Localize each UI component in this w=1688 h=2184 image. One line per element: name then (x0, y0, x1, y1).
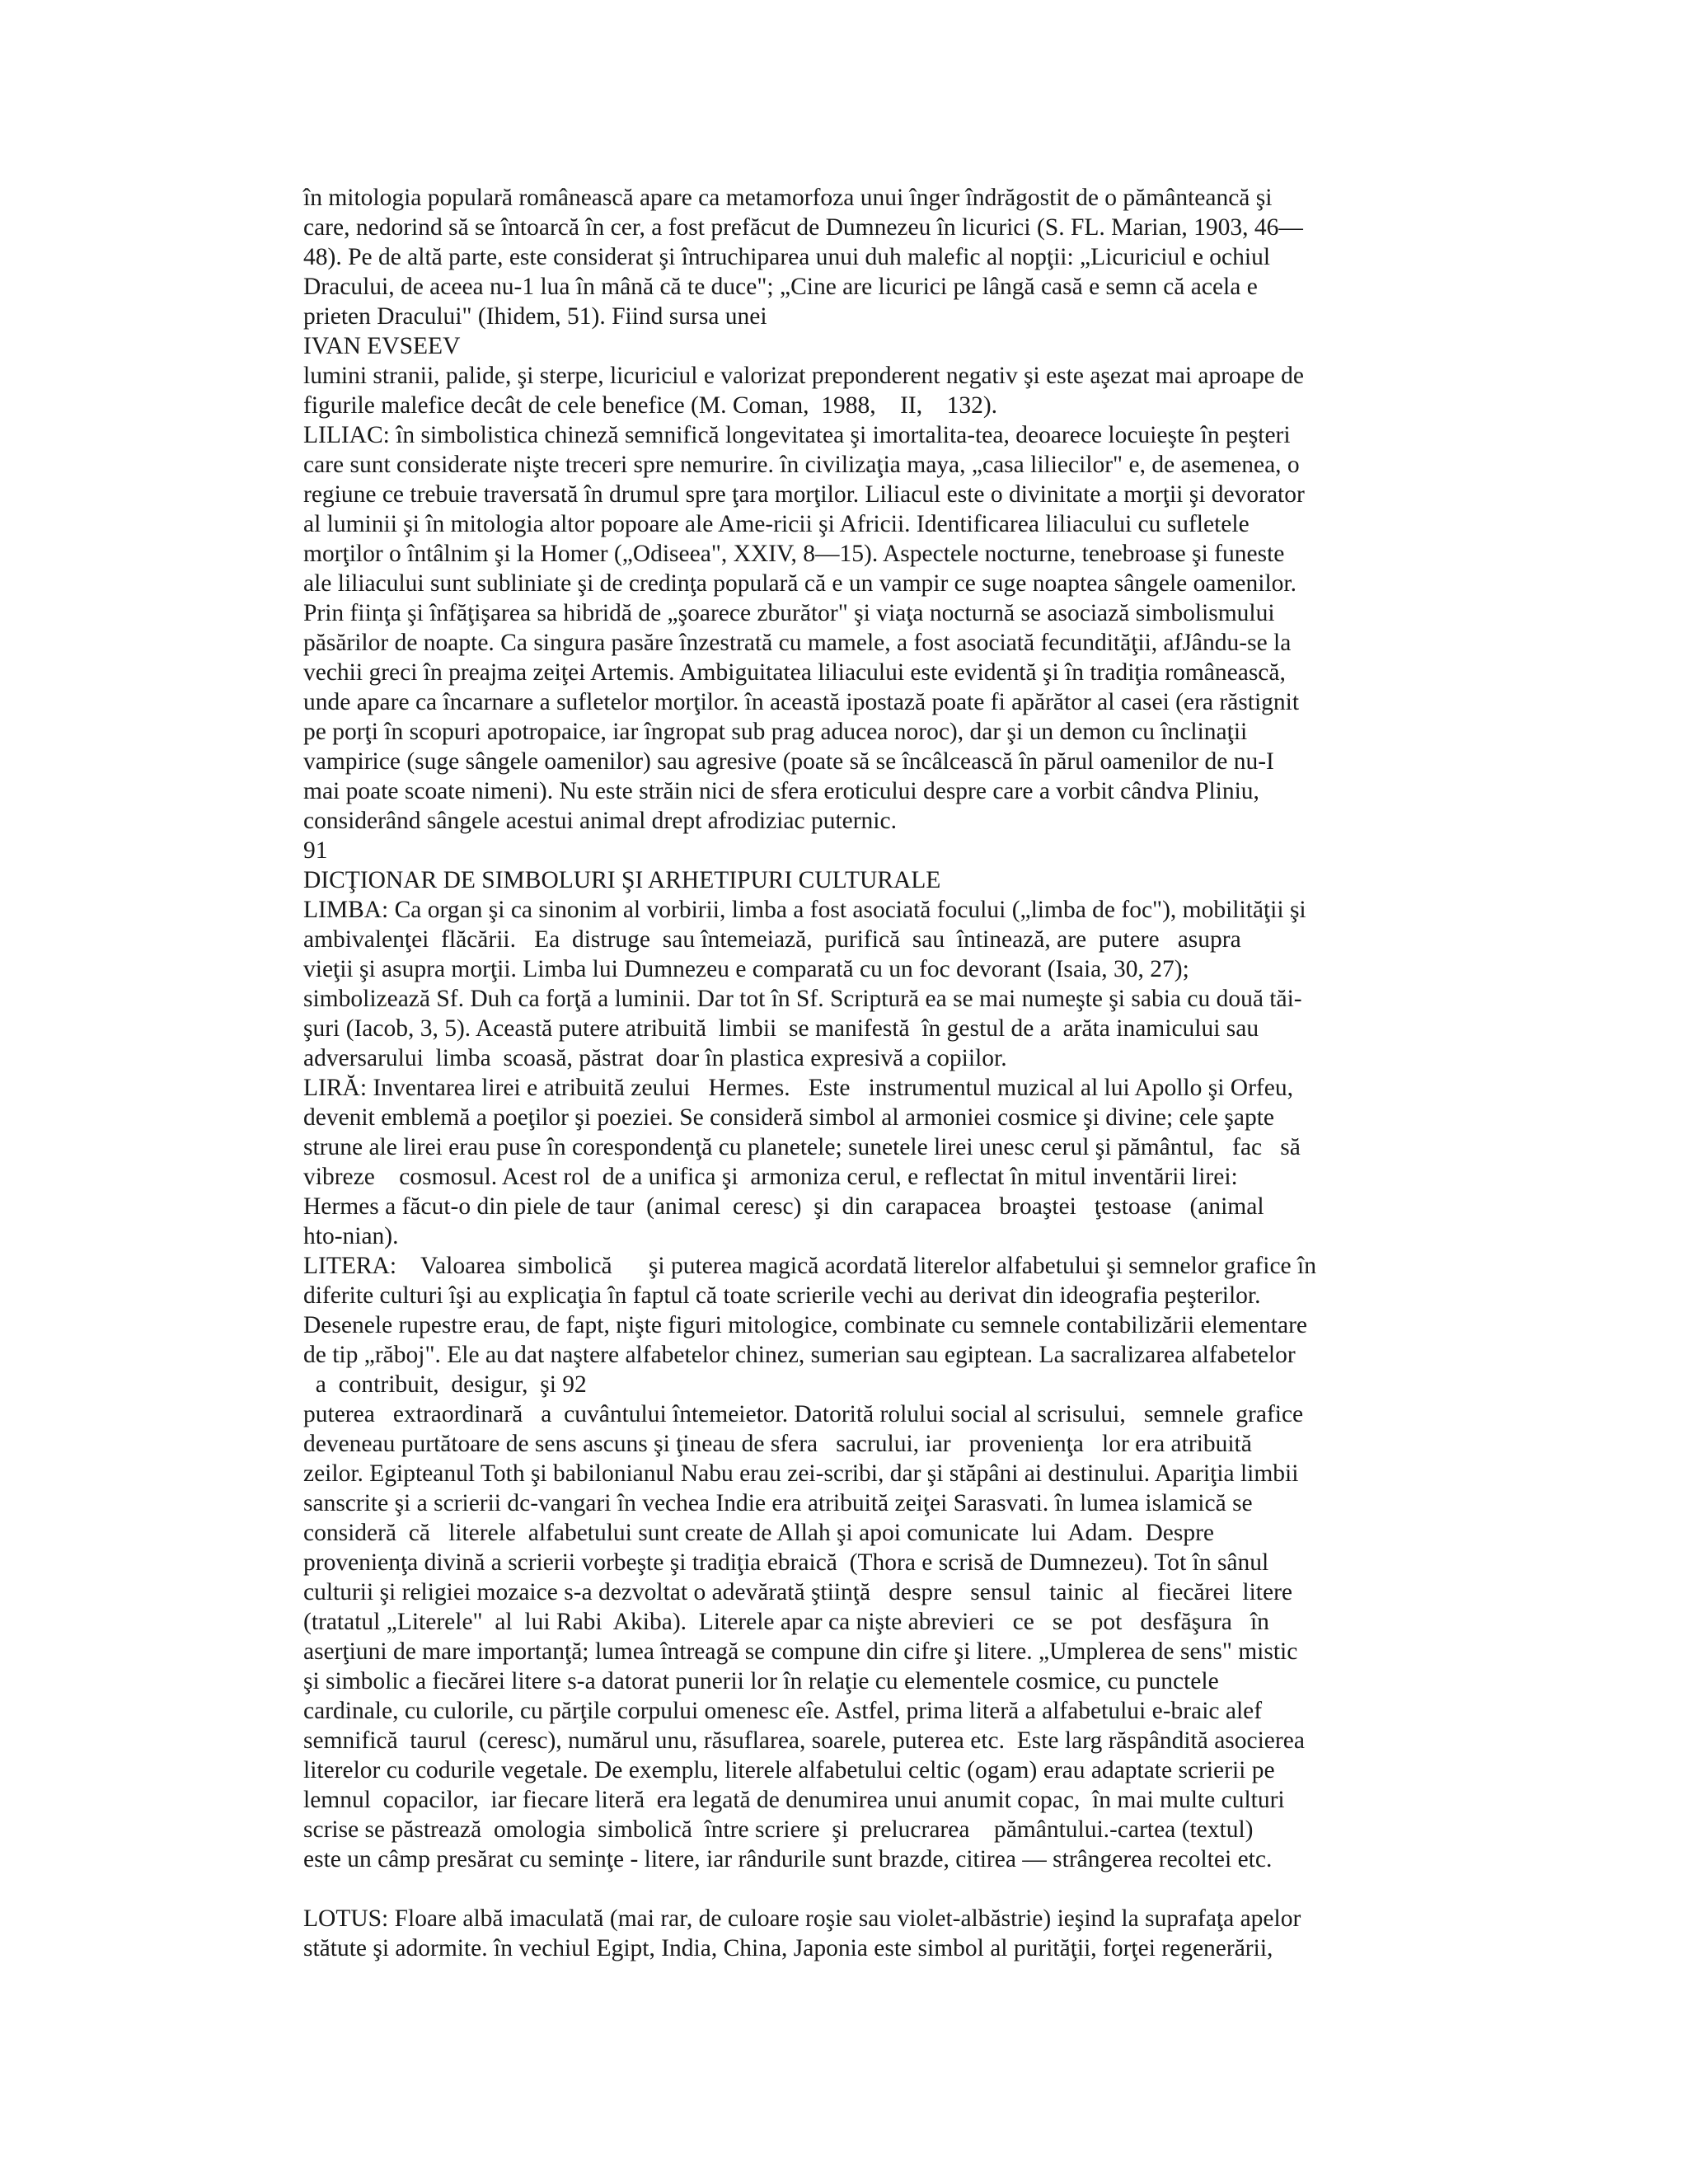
text-line: devenit emblemă a poeţilor şi poeziei. Se consideră simbol al armoniei cosmice şi divine; cele şapte (303, 1104, 1274, 1131)
text-line: în mitologia populară românească apare ca metamorfoza unui înger îndrăgostit de o pământeancă şi (303, 185, 1273, 211)
text-line: vieţii şi asupra morţii. Limba lui Dumnezeu e comparată cu un foc devorant (Isaia, 30, 27); (303, 956, 1189, 982)
text-line: figurile malefice decât de cele benefice (M. Coman, 1988, II, 132). (303, 392, 998, 419)
text-line: considerând sângele acestui animal drept afrodiziac puternic. (303, 808, 897, 834)
text-line: a contribuit, desigur, şi 92 (303, 1371, 587, 1398)
text-line: IVAN EVSEEV (303, 333, 461, 359)
text-line: şi simbolic a fiecărei litere s-a datorat punerii lor în relaţie cu elementele cosmice, cu punctele (303, 1668, 1219, 1694)
text-line: Dracului, de aceea nu-1 lua în mână că te duce"; „Cine are licurici pe lângă casă e semn că acela e (303, 274, 1258, 300)
text-line: 48). Pe de altă parte, este considerat şi întruchiparea unui duh malefic al nopţii: „Licuriciul e ochiul (303, 244, 1271, 270)
text-line: culturii şi religiei mozaice s-a dezvoltat o adevărată ştiinţă despre sensul tainic al fiecărei litere (303, 1579, 1292, 1605)
text-line: al luminii şi în mitologia altor popoare ale Ame-ricii şi Africii. Identificarea liliacului cu sufletele (303, 511, 1250, 537)
text-line: unde apare ca încarnare a sufletelor morţilor. în această ipostază poate fi apărător al casei (era răstignit (303, 689, 1300, 715)
text-line: provenienţa divină a scrierii vorbeşte şi tradiţia ebraică (Thora e scrisă de Dumnezeu). Tot în sânul (303, 1549, 1269, 1576)
text-line: păsărilor de noapte. Ca singura pasăre înzestrată cu mamele, a fost asociată fecundităţii, afJându-se la (303, 630, 1292, 656)
text-line: pe porţi în scopuri apotropaice, iar îngropat sub prag aducea noroc), dar şi un demon cu înclinaţii (303, 719, 1248, 745)
text-line: care sunt considerate nişte treceri spre nemurire. în civilizaţia maya, „casa liliecilor" e, de asemenea, o (303, 452, 1300, 478)
text-line: puterea extraordinară a cuvântului întemeietor. Datorită rolului social al scrisului, semnele grafice (303, 1401, 1304, 1427)
text-line: zeilor. Egipteanul Toth şi babilonianul Nabu erau zei-scribi, dar şi stăpâni ai destinului. Apariţia limbii (303, 1460, 1299, 1487)
text-line: adversarului limba scoasă, păstrat doar în plastica expresivă a copiilor. (303, 1045, 1007, 1071)
text-line: stătute şi adormite. în vechiul Egipt, India, China, Japonia este simbol al purităţii, forţei regenerării, (303, 1935, 1273, 1961)
text-line: mai poate scoate nimeni). Nu este străin nici de sfera eroticului despre care a vorbit cândva Pliniu, (303, 778, 1259, 804)
text-line: morţilor o întâlnim şi la Homer („Odiseea", XXIV, 8—15). Aspectele nocturne, tenebroase şi funeste (303, 541, 1285, 567)
text-line: Prin fiinţa şi înfăţişarea sa hibridă de „şoarece zburător" şi viaţa nocturnă se asociază simbolismului (303, 600, 1275, 626)
text-line: (tratatul „Literele" al lui Rabi Akiba). Literele apar ca nişte abrevieri ce se pot desfăşura în (303, 1609, 1269, 1635)
text-line: vechii greci în preajma zeiţei Artemis. Ambiguitatea liliacului este evidentă şi în tradiţia românească, (303, 659, 1286, 686)
text-line: Hermes a făcut-o din piele de taur (animal ceresc) şi din carapacea broaştei ţestoase (animal (303, 1193, 1264, 1220)
text-line: hto-nian). (303, 1223, 399, 1249)
text-line: LIRĂ: Inventarea lirei e atribuită zeului Hermes. Este instrumentul muzical al lui Apollo şi Orfeu, (303, 1075, 1293, 1101)
text-line: scrise se păstrează omologia simbolică între scriere şi prelucrarea pământului.-cartea (textul) (303, 1816, 1254, 1843)
text-line: semnifică taurul (ceresc), numărul unu, răsuflarea, soarele, puterea etc. Este larg răspândită asocierea (303, 1727, 1305, 1754)
text-line: cardinale, cu culorile, cu părţile corpului omenesc eîe. Astfel, prima literă a alfabetului e-braic alef (303, 1698, 1263, 1724)
text-line: şuri (Iacob, 3, 5). Această putere atribuită limbii se manifestă în gestul de a arăta inamicului sau (303, 1015, 1259, 1042)
text-line: vibreze cosmosul. Acest rol de a unifica şi armoniza cerul, e reflectat în mitul inventării lirei: (303, 1164, 1238, 1190)
text-line: ale liliacului sunt subliniate şi de credinţa populară că e un vampir ce suge noaptea sângele oamenilor. (303, 570, 1296, 597)
text-line: LITERA: Valoarea simbolică şi puterea magică acordată literelor alfabetului şi semnelor grafice în (303, 1253, 1316, 1279)
text-line: literelor cu codurile vegetale. De exemplu, literele alfabetului celtic (ogam) erau adaptate scrierii pe (303, 1757, 1275, 1783)
text-line: 91 (303, 837, 328, 864)
text-line: LOTUS: Floare albă imaculată (mai rar, de culoare roşie sau violet-albăstrie) ieşind la suprafaţa apelor (303, 1905, 1301, 1932)
text-line: aserţiuni de mare importanţă; lumea întreagă se compune din cifre şi litere. „Umplerea de sens" mistic (303, 1638, 1298, 1665)
text-line: LIMBA: Ca organ şi ca sinonim al vorbirii, limba a fost asociată focului („limba de foc"), mobilităţii şi (303, 897, 1306, 923)
text-line: deveneau purtătoare de sens ascuns şi ţineau de sfera sacrului, iar provenienţa lor era atribuită (303, 1431, 1252, 1457)
text-line: prieten Dracului" (Ihidem, 51). Fiind sursa unei (303, 303, 767, 330)
text-line: regiune ce trebuie traversată în drumul spre ţara morţilor. Liliacul este o divinitate a morţii şi devorator (303, 481, 1305, 508)
text-line: simbolizează Sf. Duh ca forţă a luminii. Dar tot în Sf. Scriptură ea se mai numeşte şi sabia cu două tăi- (303, 986, 1302, 1012)
text-line: ambivalenţei flăcării. Ea distruge sau întemeiază, purifică sau întinează, are putere asupra (303, 926, 1241, 953)
text-line: DICŢIONAR DE SIMBOLURI ŞI ARHETIPURI CULTURALE (303, 867, 941, 893)
blank-line (303, 1874, 1375, 1904)
text-line: de tip „răboj". Ele au dat naştere alfabetelor chinez, sumerian sau egiptean. La sacralizarea alfabetelor (303, 1342, 1296, 1368)
text-line: strune ale lirei erau puse în corespondenţă cu planetele; sunetele lirei unesc cerul şi pământul, fac să (303, 1134, 1301, 1160)
text-line: este un câmp presărat cu seminţe - litere, iar rândurile sunt brazde, citirea — strângerea recoltei etc. (303, 1846, 1273, 1872)
text-line: diferite culturi îşi au explicaţia în faptul că toate scrierile vechi au derivat din ideografia peşterilor. (303, 1282, 1261, 1309)
text-line: Desenele rupestre erau, de fapt, nişte figuri mitologice, combinate cu semnele contabilizării elementare (303, 1312, 1307, 1338)
text-line: care, nedorind să se întoarcă în cer, a fost prefăcut de Dumnezeu în licurici (S. FL. Marian, 1903, 46— (303, 214, 1303, 241)
text-line: lemnul copacilor, iar fiecare literă era legată de denumirea unui anumit copac, în mai multe culturi (303, 1787, 1285, 1813)
text-line: lumini stranii, palide, şi sterpe, licuriciul e valorizat preponderent negativ şi este aşezat mai aproape de (303, 363, 1304, 389)
document-page (303, 183, 1375, 1963)
text-line: LILIAC: în simbolistica chineză semnifică longevitatea şi imortalita-tea, deoarece locuieşte în peşteri (303, 422, 1291, 448)
text-line: sanscrite şi a scrierii dc-vangari în vechea Indie era atribuită zeiţei Sarasvati. în lumea islamică se (303, 1490, 1253, 1516)
text-line: consideră că literele alfabetului sunt create de Allah şi apoi comunicate lui Adam. Despre (303, 1520, 1215, 1546)
text-line: vampirice (suge sângele oamenilor) sau agresive (poate să se încâlcească în părul oamenilor de nu-I (303, 748, 1274, 775)
